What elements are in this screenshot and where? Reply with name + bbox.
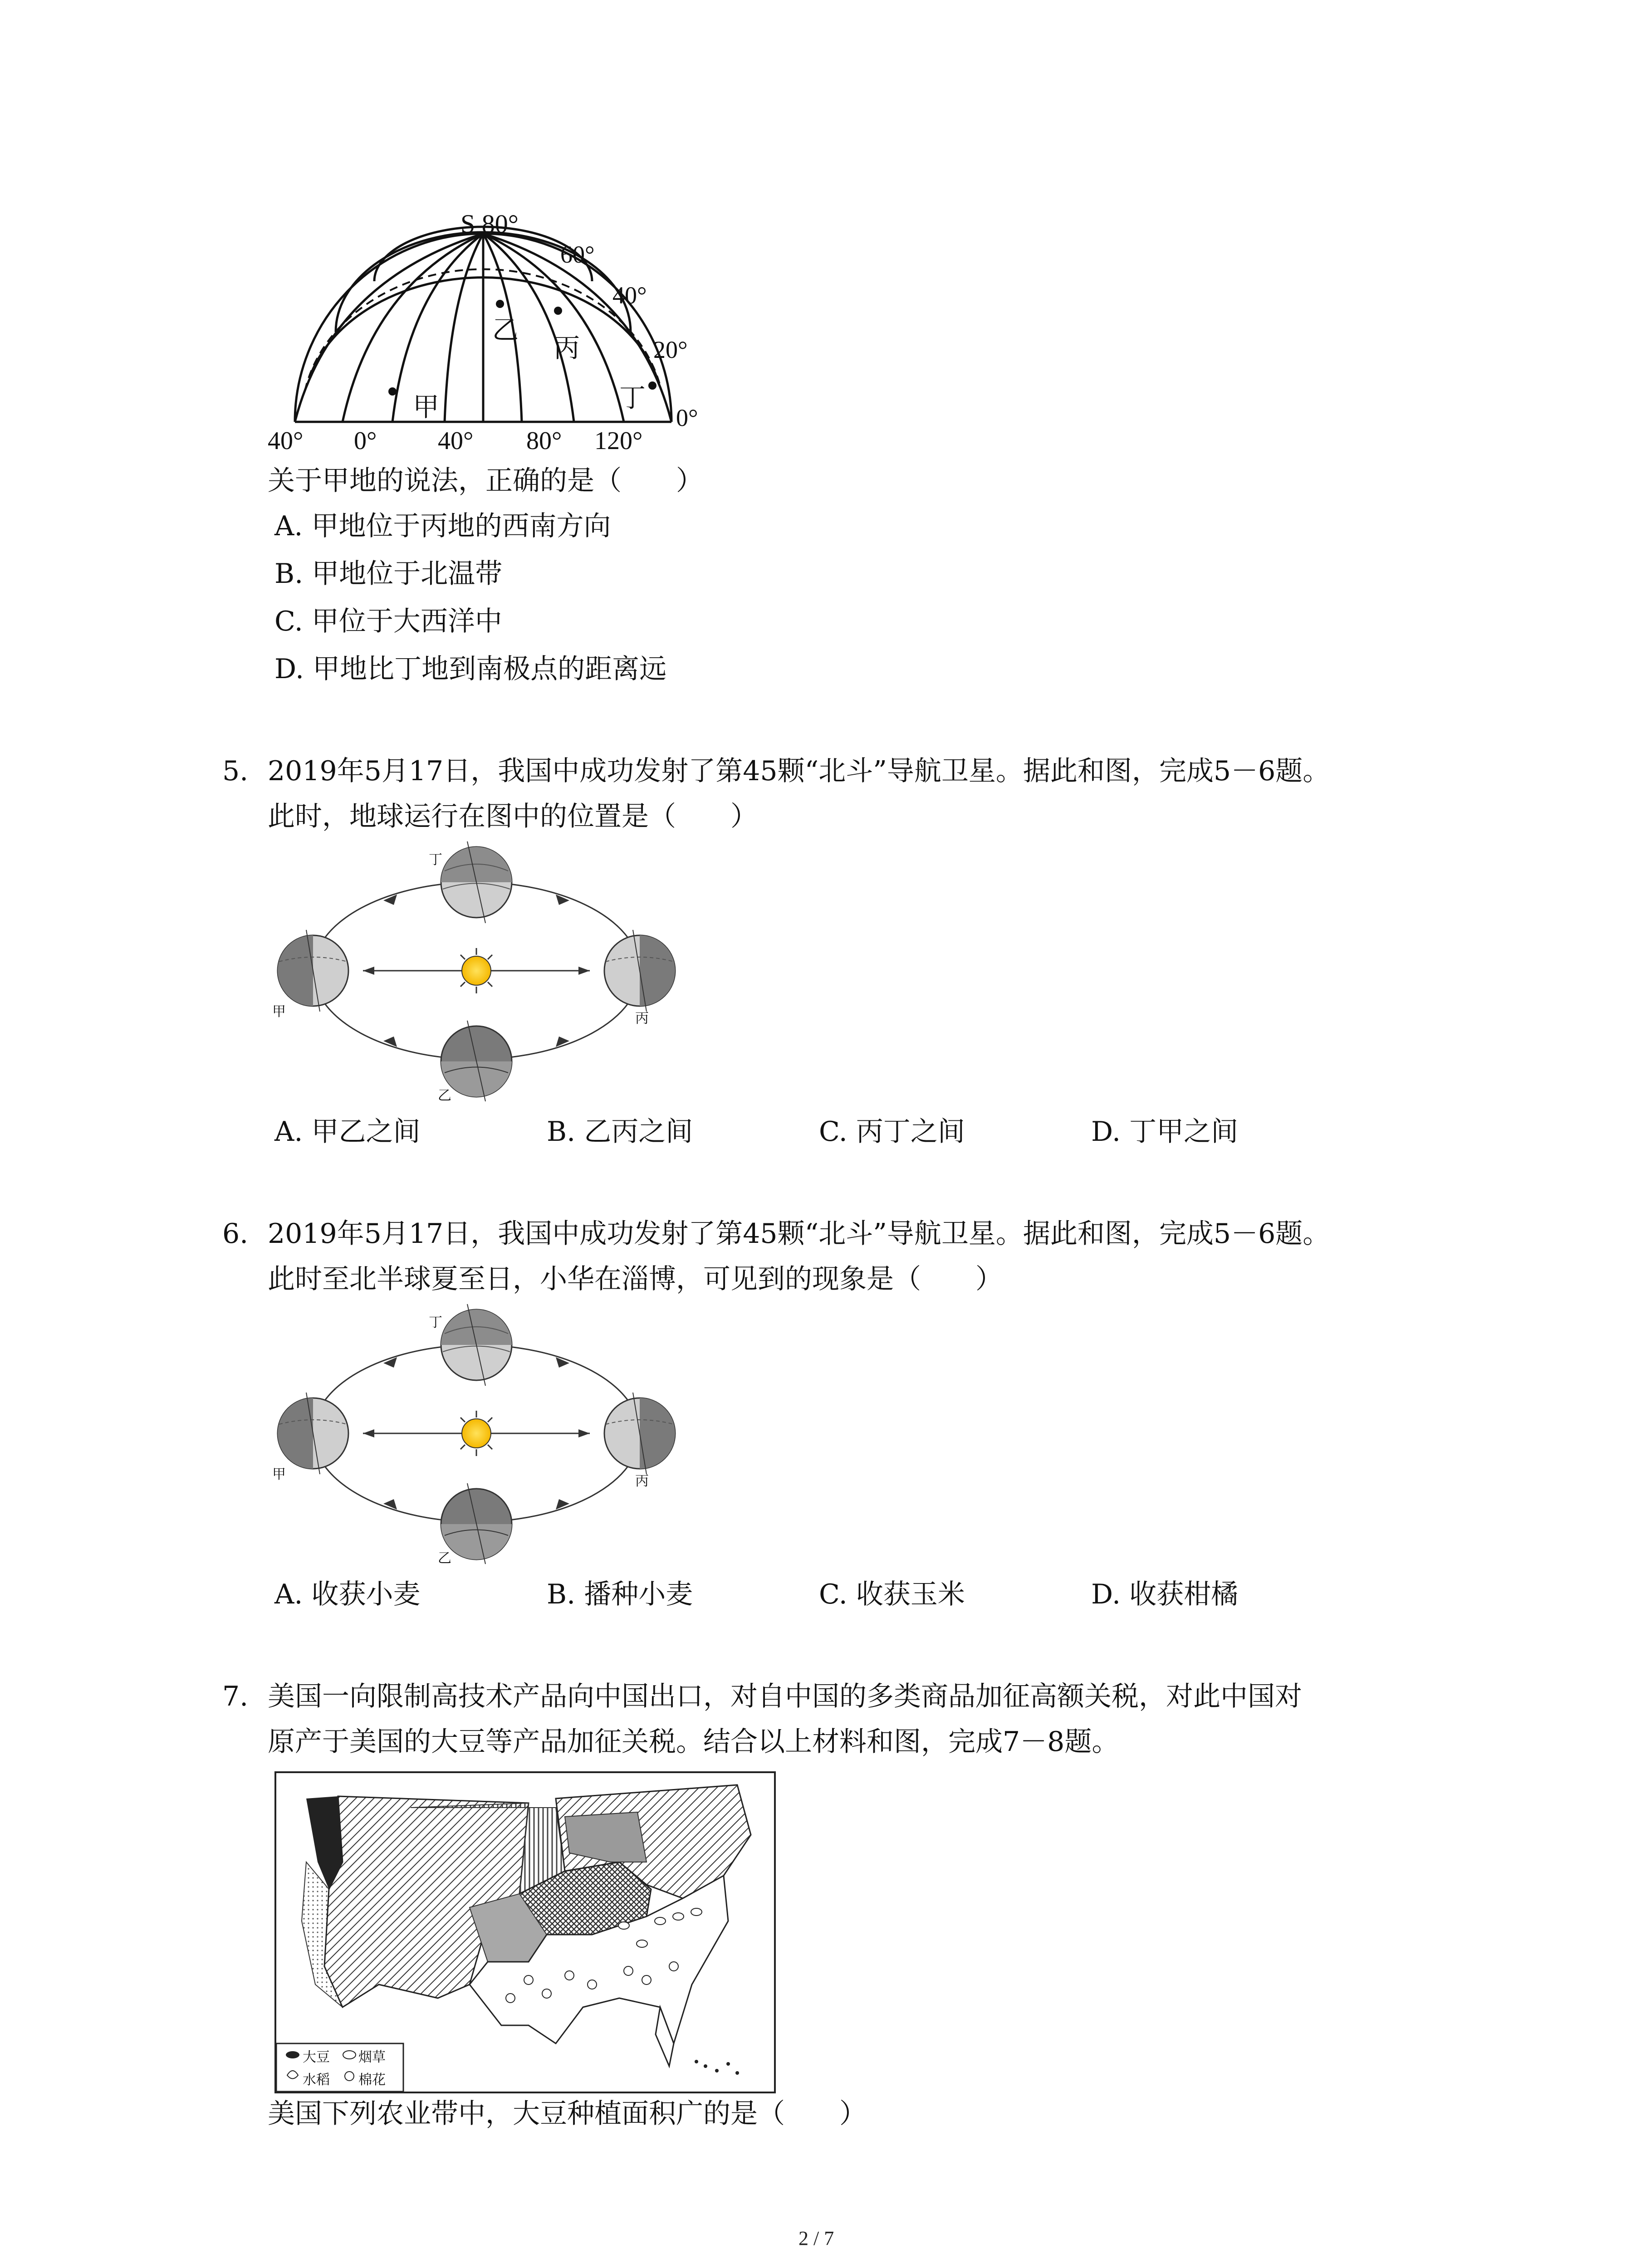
lon-40w-label: 40°	[268, 427, 304, 455]
q4-option-b[interactable]: B. 甲地位于北温带	[274, 558, 503, 590]
orbit2-label-yi: 乙	[438, 1550, 451, 1566]
q5-number: 5.	[222, 755, 249, 787]
lat-40-label: 40°	[612, 282, 647, 309]
orbit-figure-q5	[272, 839, 681, 1102]
pole-label: S 80°	[460, 209, 519, 239]
place-yi-label: 乙	[492, 314, 519, 345]
lon-40e-label: 40°	[438, 427, 474, 455]
place-ding-label: 丁	[619, 382, 646, 413]
q7-line1: 美国一向限制高技术产品向中国出口，对自中国的多类商品加征高额关税，对此中国对	[268, 1681, 1302, 1712]
q6-number: 6.	[222, 1218, 249, 1250]
lat-20-label: 20°	[653, 336, 688, 363]
legend-soybean: 大豆	[303, 2049, 330, 2065]
q6-option-b[interactable]: B. 播种小麦	[547, 1579, 693, 1610]
q4-stem: 关于甲地的说法，正确的是（ ）	[268, 465, 703, 497]
q5-option-d[interactable]: D. 丁甲之间	[1091, 1116, 1239, 1148]
q6-option-a[interactable]: A. 收获小麦	[274, 1579, 421, 1610]
q7-stem: 美国下列农业带中，大豆种植面积广的是（ ）	[268, 2098, 867, 2130]
q6-line1: 2019年5月17日，我国中成功发射了第45颗“北斗”导航卫星。据此和图，完成5－6题。	[268, 1218, 1330, 1250]
legend-cotton: 棉花	[358, 2072, 386, 2088]
lat-60-label: 60°	[560, 241, 595, 268]
legend-rice: 水稻	[303, 2072, 330, 2088]
orbit-label-yi: 乙	[438, 1088, 451, 1104]
lon-120e-label: 120°	[594, 427, 643, 455]
q4-option-a[interactable]: A. 甲地位于丙地的西南方向	[274, 510, 611, 542]
orbit-label-bing: 丙	[635, 1011, 649, 1026]
q5-option-a[interactable]: A. 甲乙之间	[274, 1116, 421, 1148]
legend-tobacco: 烟草	[358, 2049, 386, 2065]
place-jia-label: 甲	[413, 391, 440, 422]
q6-option-d[interactable]: D. 收获柑橘	[1091, 1579, 1239, 1610]
lon-80e-label: 80°	[526, 427, 562, 455]
lon-0-label: 0°	[354, 427, 377, 455]
q5-line1: 2019年5月17日，我国中成功发射了第45颗“北斗”导航卫星。据此和图，完成5－6题。	[268, 755, 1330, 787]
hemisphere-grid-figure	[263, 209, 717, 467]
us-agriculture-map	[274, 1771, 776, 2093]
q4-option-c[interactable]: C. 甲位于大西洋中	[274, 606, 502, 637]
orbit-label-ding: 丁	[429, 852, 442, 868]
q7-line2: 原产于美国的大豆等产品加征关税。结合以上材料和图，完成7－8题。	[268, 1726, 1119, 1758]
orbit2-label-jia: 甲	[272, 1466, 286, 1482]
orbit2-label-ding: 丁	[429, 1315, 442, 1330]
orbit2-label-bing: 丙	[635, 1473, 649, 1489]
q4-option-d[interactable]: D. 甲地比丁地到南极点的距离远	[274, 653, 667, 685]
page-number: 2 / 7	[798, 2227, 834, 2249]
q5-option-c[interactable]: C. 丙丁之间	[819, 1116, 965, 1148]
q6-option-c[interactable]: C. 收获玉米	[819, 1579, 965, 1610]
orbit-label-jia: 甲	[272, 1004, 286, 1020]
q5-line2: 此时，地球运行在图中的位置是（ ）	[268, 801, 758, 832]
lat-0-label: 0°	[676, 404, 698, 431]
orbit-figure-q6	[272, 1302, 681, 1565]
place-bing-label: 丙	[554, 332, 580, 363]
q7-number: 7.	[222, 1681, 249, 1712]
q6-line2: 此时至北半球夏至日，小华在淄博，可见到的现象是（ ）	[268, 1263, 1003, 1295]
q5-option-b[interactable]: B. 乙丙之间	[547, 1116, 693, 1148]
